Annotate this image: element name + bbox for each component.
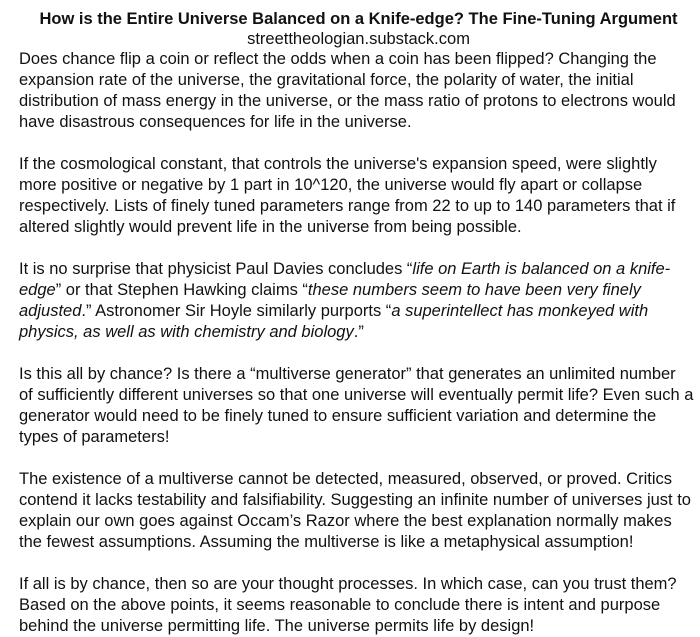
paragraph-3-text-1: It is no surprise that physicist Paul Davies concludes “: [19, 260, 413, 278]
paragraph-6: If all is by chance, then so are your thought processes. In which case, can you trust them? Based on the above points, it seems reasonable to conclude there is intent and purpose behind the universe permitting life. The universe permits life by design!: [19, 575, 677, 635]
quote-davies: life on Earth is balanced on a knife-edge: [19, 260, 671, 299]
paragraph-5: The existence of a multiverse cannot be detected, measured, observed, or proved. Critics contend it lacks testability and falsifiability. Suggesting an infinite number of universes just to explain our own goes against Occam’s Razor where the best explanation normally makes the fewest assumptions. Assuming the multiverse is like a metaphysical assumption!: [19, 470, 691, 551]
paragraph-3-text-4: .”: [353, 323, 364, 341]
paragraph-3-text-2: ” or that Stephen Hawking claims “: [55, 281, 308, 299]
document-title: How is the Entire Universe Balanced on a Knife-edge? The Fine-Tuning Argument: [39, 10, 678, 28]
paragraph-1: Does chance flip a coin or reflect the odds when a coin has been flipped? Changing the expansion rate of the universe, the gravitational force, the polarity of water, the initial distribution of mass energy in the universe, or the mass ratio of protons to electrons would have disastrous consequences for life in the universe.: [19, 50, 676, 131]
paragraph-3: [19, 259, 694, 343]
quote-hoyle: a superintellect has monkeyed with physics, as well as with chemistry and biology: [19, 302, 649, 341]
source-url: streettheologian.substack.com: [247, 30, 470, 48]
paragraph-4: Is this all by chance? Is there a “multiverse generator” that generates an unlimited number of sufficiently different universes so that one universe will eventually permit life? Even such a generator would need to be finely tuned to ensure sufficient variation and determine the types of parameters!: [19, 365, 694, 446]
paragraph-3-text-3: .” Astronomer Sir Hoyle similarly purports “: [81, 302, 392, 320]
paragraph-2: If the cosmological constant, that controls the universe's expansion speed, were slightly more positive or negative by 1 part in 10^120, the universe would fly apart or collapse respectively. Lists of finely tuned parameters range from 22 to up to 140 parameters that if altered slightly would prevent life in the universe from being possible.: [19, 155, 676, 236]
quote-hawking: these numbers seem to have been very finely adjusted: [19, 281, 641, 320]
